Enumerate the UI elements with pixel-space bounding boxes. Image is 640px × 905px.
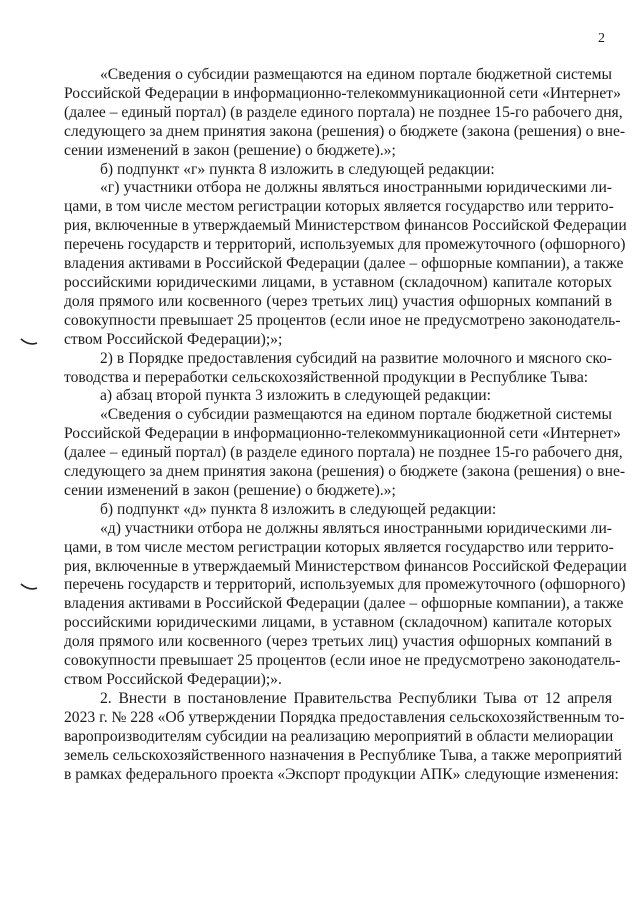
text-line: следующего за днем принятия закона (решения) о бюджете (закона (решения) о вне- xyxy=(64,122,626,140)
text-line: сении изменений в закон (решение) о бюджете).»; xyxy=(64,481,396,499)
text-line: рия, включенные в утверждаемый Министерством финансов Российской Федерации xyxy=(64,217,627,235)
text-line: «Сведения о субсидии размещаются на едином портале бюджетной системы xyxy=(100,66,612,83)
text-line: в рамках федерального проекта «Экспорт продукции АПК» следующие изменения: xyxy=(64,765,619,783)
text-line: владения активами в Российской Федерации (далее – офшорные компании), а также xyxy=(64,595,624,613)
text-line: российскими юридическими лицами, в уставном (складочном) капитале которых xyxy=(64,273,612,291)
text-line: сении изменений в закон (решение) о бюджете).»; xyxy=(64,141,396,159)
text-line: б) подпункт «г» пункта 8 изложить в следующей редакции: xyxy=(100,160,495,178)
binding-hole-mark-bottom xyxy=(20,583,38,591)
text-line: цами, в том числе местом регистрации которых является государство или террито- xyxy=(64,538,614,556)
text-line: варопроизводителям субсидии на реализацию мероприятий в области мелиорации xyxy=(64,727,614,745)
text-line: (далее – единый портал) (в разделе единого портала) не позднее 15-го рабочего дня, xyxy=(64,103,623,121)
text-line: «г) участники отбора не должны являться иностранными юридическими ли- xyxy=(100,179,612,197)
text-line: ством Российской Федерации);»; xyxy=(64,330,283,348)
text-line: (далее – единый портал) (в разделе единого портала) не позднее 15-го рабочего дня, xyxy=(64,444,623,462)
text-line: Российской Федерации в информационно-телекоммуникационной сети «Интернет» xyxy=(64,425,621,443)
text-line: 2023 г. № 228 «Об утверждении Порядка предоставления сельскохозяйственным то- xyxy=(64,708,625,726)
text-line: земель сельскохозяйственного назначения в Республике Тыва, а также мероприятий xyxy=(64,746,623,764)
text-line: перечень государств и территорий, используемых для промежуточного (офшорного) xyxy=(64,236,626,254)
text-line: б) подпункт «д» пункта 8 изложить в следующей редакции: xyxy=(100,500,497,518)
text-line: а) абзац второй пункта 3 изложить в следующей редакции: xyxy=(100,387,491,405)
text-line: российскими юридическими лицами, в уставном (складочном) капитале которых xyxy=(64,614,612,632)
text-line: перечень государств и территорий, используемых для промежуточного (офшорного) xyxy=(64,576,626,594)
text-line: цами, в том числе местом регистрации которых является государство или террито- xyxy=(64,198,614,216)
binding-hole-mark-top xyxy=(20,338,38,346)
text-line: доля прямого или косвенного (через третьих лиц) участия офшорных компаний в xyxy=(64,292,612,310)
text-line: «д) участники отбора не должны являться иностранными юридическими ли- xyxy=(100,519,612,537)
text-line: 2. Внести в постановление Правительства Республики Тыва от 12 апреля xyxy=(100,689,612,707)
text-line: товодства и переработки сельскохозяйственной продукции в Республике Тыва: xyxy=(64,368,589,386)
text-line: совокупности превышает 25 процентов (если иное не предусмотрено законодатель- xyxy=(64,652,621,670)
text-line: совокупности превышает 25 процентов (если иное не предусмотрено законодатель- xyxy=(64,311,621,329)
page-number: 2 xyxy=(598,31,605,46)
text-line: следующего за днем принятия закона (решения) о бюджете (закона (решения) о вне- xyxy=(64,463,626,481)
text-line: «Сведения о субсидии размещаются на едином портале бюджетной системы xyxy=(100,406,612,424)
text-line: 2) в Порядке предоставления субсидий на развитие молочного и мясного ско- xyxy=(100,349,612,367)
text-line: рия, включенные в утверждаемый Министерством финансов Российской Федерации xyxy=(64,557,627,575)
text-line: Российской Федерации в информационно-телекоммуникационной сети «Интернет» xyxy=(64,84,621,102)
text-line: ством Российской Федерации);». xyxy=(64,671,282,688)
document-body xyxy=(64,66,627,784)
text-line: владения активами в Российской Федерации (далее – офшорные компании), а также xyxy=(64,255,624,273)
text-line: доля прямого или косвенного (через третьих лиц) участия офшорных компаний в xyxy=(64,633,612,651)
